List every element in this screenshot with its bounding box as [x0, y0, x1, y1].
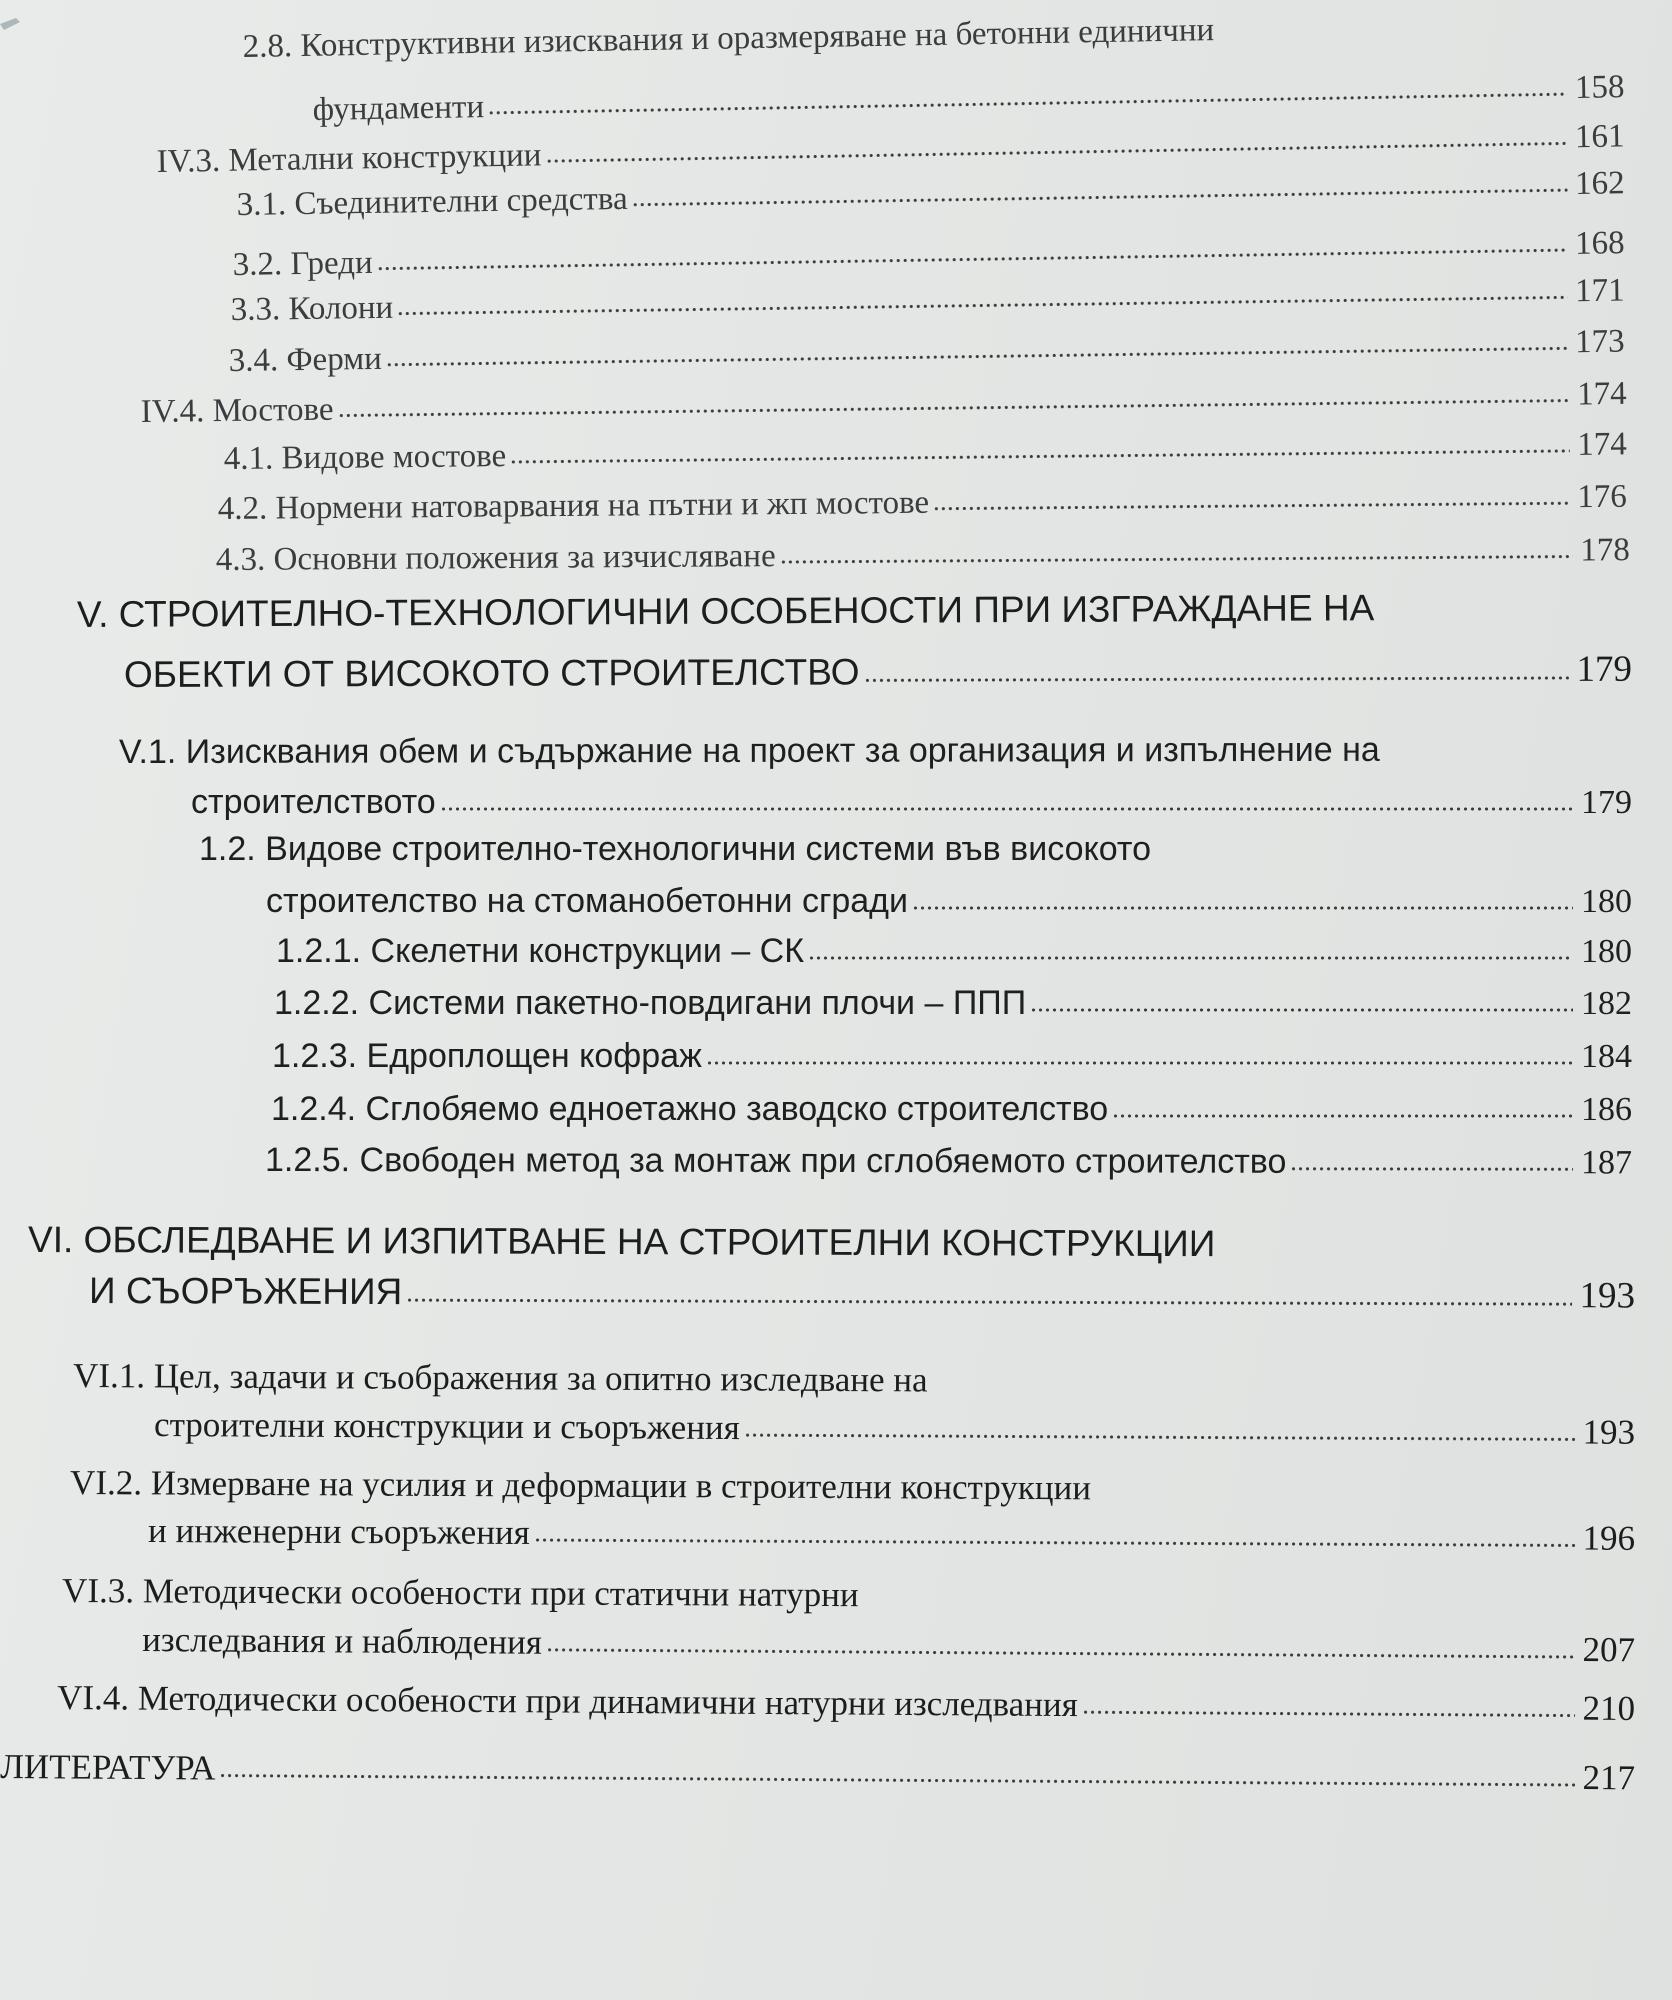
toc-entry-title: V.1. Изисквания обем и съдържание на проект за организация и изпълнение на: [118, 730, 1380, 771]
toc-dot-leader: [1112, 1112, 1573, 1120]
toc-page-number: 158: [1574, 69, 1625, 106]
toc-dot-leader: [406, 1296, 1571, 1308]
toc-entry: [272, 1030, 1632, 1076]
toc-page-number: 179: [1581, 784, 1632, 821]
toc-entry: [242, 3, 1214, 66]
toc-entry: [77, 583, 1375, 636]
toc-page-number: 187: [1580, 1144, 1633, 1182]
toc-entry: [148, 1505, 1635, 1559]
toc-dot-leader: [780, 553, 1573, 567]
toc-page-number: 217: [1582, 1758, 1636, 1798]
toc-entry: [28, 1215, 1215, 1265]
toc-entry: [218, 470, 1627, 528]
toc-entry: [62, 1565, 859, 1615]
toc-entry: [89, 1266, 1635, 1317]
toc-entry-title: VI.3. Методически особености при статични натурни: [62, 1571, 859, 1615]
toc-page-number: 184: [1581, 1038, 1632, 1075]
toc-entry: [216, 523, 1630, 579]
toc-page-number: 176: [1577, 478, 1627, 516]
toc-entry-title: 4.1. Видове мостове: [223, 438, 507, 478]
toc-entry-title: IV.3. Метални конструкции: [156, 137, 542, 181]
toc-dot-leader: [1082, 1708, 1575, 1719]
toc-entry-title: 1.2.3. Едроплощен кофраж: [272, 1037, 702, 1075]
toc-page-number: 193: [1579, 1275, 1636, 1317]
toc-entry: [70, 1457, 1091, 1508]
toc-entry-title: 1.2.5. Свободен метод за монтаж при сглобяемото строителство: [265, 1141, 1287, 1181]
toc-page-number: 174: [1576, 375, 1627, 413]
toc-entry-title: V. СТРОИТЕЛНО-ТЕХНОЛОГИЧНИ ОСОБЕНОСТИ ПРИ ИЗГРАЖДАНЕ НА: [76, 587, 1375, 635]
toc-page-number: 162: [1574, 165, 1625, 202]
toc-entry-title: 3.2. Греди: [232, 244, 373, 284]
toc-dot-leader: [933, 499, 1569, 513]
toc-entry-title: изследвания и наблюдения: [142, 1620, 543, 1662]
toc-dot-leader: [440, 805, 1573, 813]
toc-entry: [154, 1399, 1635, 1453]
toc-entry: [271, 1083, 1632, 1129]
toc-entry-title: IV.4. Мостове: [140, 391, 334, 431]
toc-entry: [119, 724, 1380, 772]
toc-page-number: 210: [1582, 1688, 1636, 1729]
toc-dot-leader: [546, 1646, 1575, 1661]
toc-dot-leader: [912, 904, 1573, 912]
toc-dot-leader: [1290, 1165, 1573, 1173]
toc-entry: [191, 776, 1632, 822]
toc-page-number: 178: [1580, 532, 1630, 569]
toc-entry: [0, 1741, 1635, 1798]
toc-dot-leader: [863, 674, 1568, 684]
toc-page-number: 196: [1582, 1518, 1636, 1558]
toc-dot-leader: [744, 1431, 1575, 1443]
toc-page-number: 182: [1581, 985, 1632, 1022]
toc-dot-leader: [632, 186, 1568, 209]
toc-entry-title: И СЪОРЪЖЕНИЯ: [89, 1270, 403, 1313]
toc-entry-title: строителството: [191, 783, 436, 821]
toc-entry-title: VI.4. Методически особености при динамични натурни изследвания: [57, 1678, 1078, 1725]
toc-page-number: 180: [1581, 883, 1632, 920]
toc-dot-leader: [808, 954, 1573, 962]
toc-dot-leader: [510, 447, 1569, 466]
toc-entry-title: 2.8. Конструктивни изисквания и оразмеряване на бетонни единични: [242, 12, 1215, 66]
toc-entry-title: 4.2. Нормени натоварвания на пътни и жп мостове: [217, 484, 930, 528]
toc-dot-leader: [534, 1536, 1575, 1549]
toc-dot-leader: [386, 344, 1567, 368]
toc-entry-title: строителство на стоманобетонни сгради: [266, 882, 909, 920]
toc-entry: [73, 1350, 928, 1400]
toc-entry: [199, 823, 1151, 869]
toc-dot-leader: [1030, 1006, 1573, 1014]
toc-page-number: 168: [1574, 225, 1625, 262]
toc-entry: [276, 925, 1632, 971]
toc-dot-leader: [219, 1772, 1574, 1789]
toc-page-number: 193: [1582, 1412, 1636, 1452]
toc-page-number: 161: [1574, 118, 1625, 156]
toc-page-number: 171: [1574, 272, 1625, 310]
toc-entry-title: 1.2. Видове строително-технологични системи във високото: [199, 830, 1152, 868]
toc-dot-leader: [706, 1059, 1573, 1067]
toc-entry-title: 3.4. Ферми: [228, 340, 382, 380]
toc-dot-leader: [397, 293, 1567, 317]
toc-entry-title: 1.2.1. Скелетни конструкции – СК: [276, 932, 805, 970]
toc-entry-title: и инженерни съоръжения: [148, 1511, 530, 1552]
toc-entry: [124, 645, 1632, 696]
toc-entry-title: VI. ОБСЛЕДВАНЕ И ИЗПИТВАНЕ НА СТРОИТЕЛНИ КОНСТРУКЦИИ: [28, 1219, 1216, 1265]
toc-entry-title: 1.2.4. Сглобяемо едноетажно заводско строителство: [271, 1090, 1109, 1128]
toc-entry-title: 1.2.2. Системи пакетно-повдигани плочи – ППП: [274, 984, 1027, 1022]
toc-entry-title: ОБЕКТИ ОТ ВИСОКОТО СТРОИТЕЛСТВО: [123, 651, 860, 695]
toc-entry-title: 4.3. Основни положения за изчисляване: [215, 538, 776, 578]
toc-page-number: 180: [1581, 933, 1632, 970]
toc-page-number: 174: [1577, 426, 1627, 463]
toc-entry-title: 3.3. Колони: [230, 289, 394, 329]
toc-page-number: 207: [1582, 1630, 1636, 1670]
toc-entry: [274, 977, 1632, 1023]
toc-page-number: 173: [1574, 323, 1625, 361]
toc-entry-title: ЛИТЕРАТУРА: [0, 1747, 216, 1788]
toc-entry: [266, 875, 1632, 921]
toc-entry-title: 3.1. Съединителни средства: [236, 180, 628, 224]
toc-page-number: 186: [1581, 1091, 1632, 1128]
toc-entry-title: строителни конструкции и съоръжения: [154, 1405, 740, 1448]
toc-entry: [57, 1672, 1635, 1729]
toc-entry: [142, 1614, 1635, 1670]
toc-page-number: 179: [1576, 648, 1632, 690]
toc-entry-title: фундаменти: [312, 89, 485, 129]
toc-dot-leader: [338, 397, 1570, 420]
toc-entry-title: VI.2. Измерване на усилия и деформации в строителни конструкции: [70, 1463, 1092, 1508]
toc-entry-title: VI.1. Цел, задачи и съображения за опитно изследване на: [73, 1356, 928, 1400]
toc-entry: [265, 1134, 1632, 1182]
